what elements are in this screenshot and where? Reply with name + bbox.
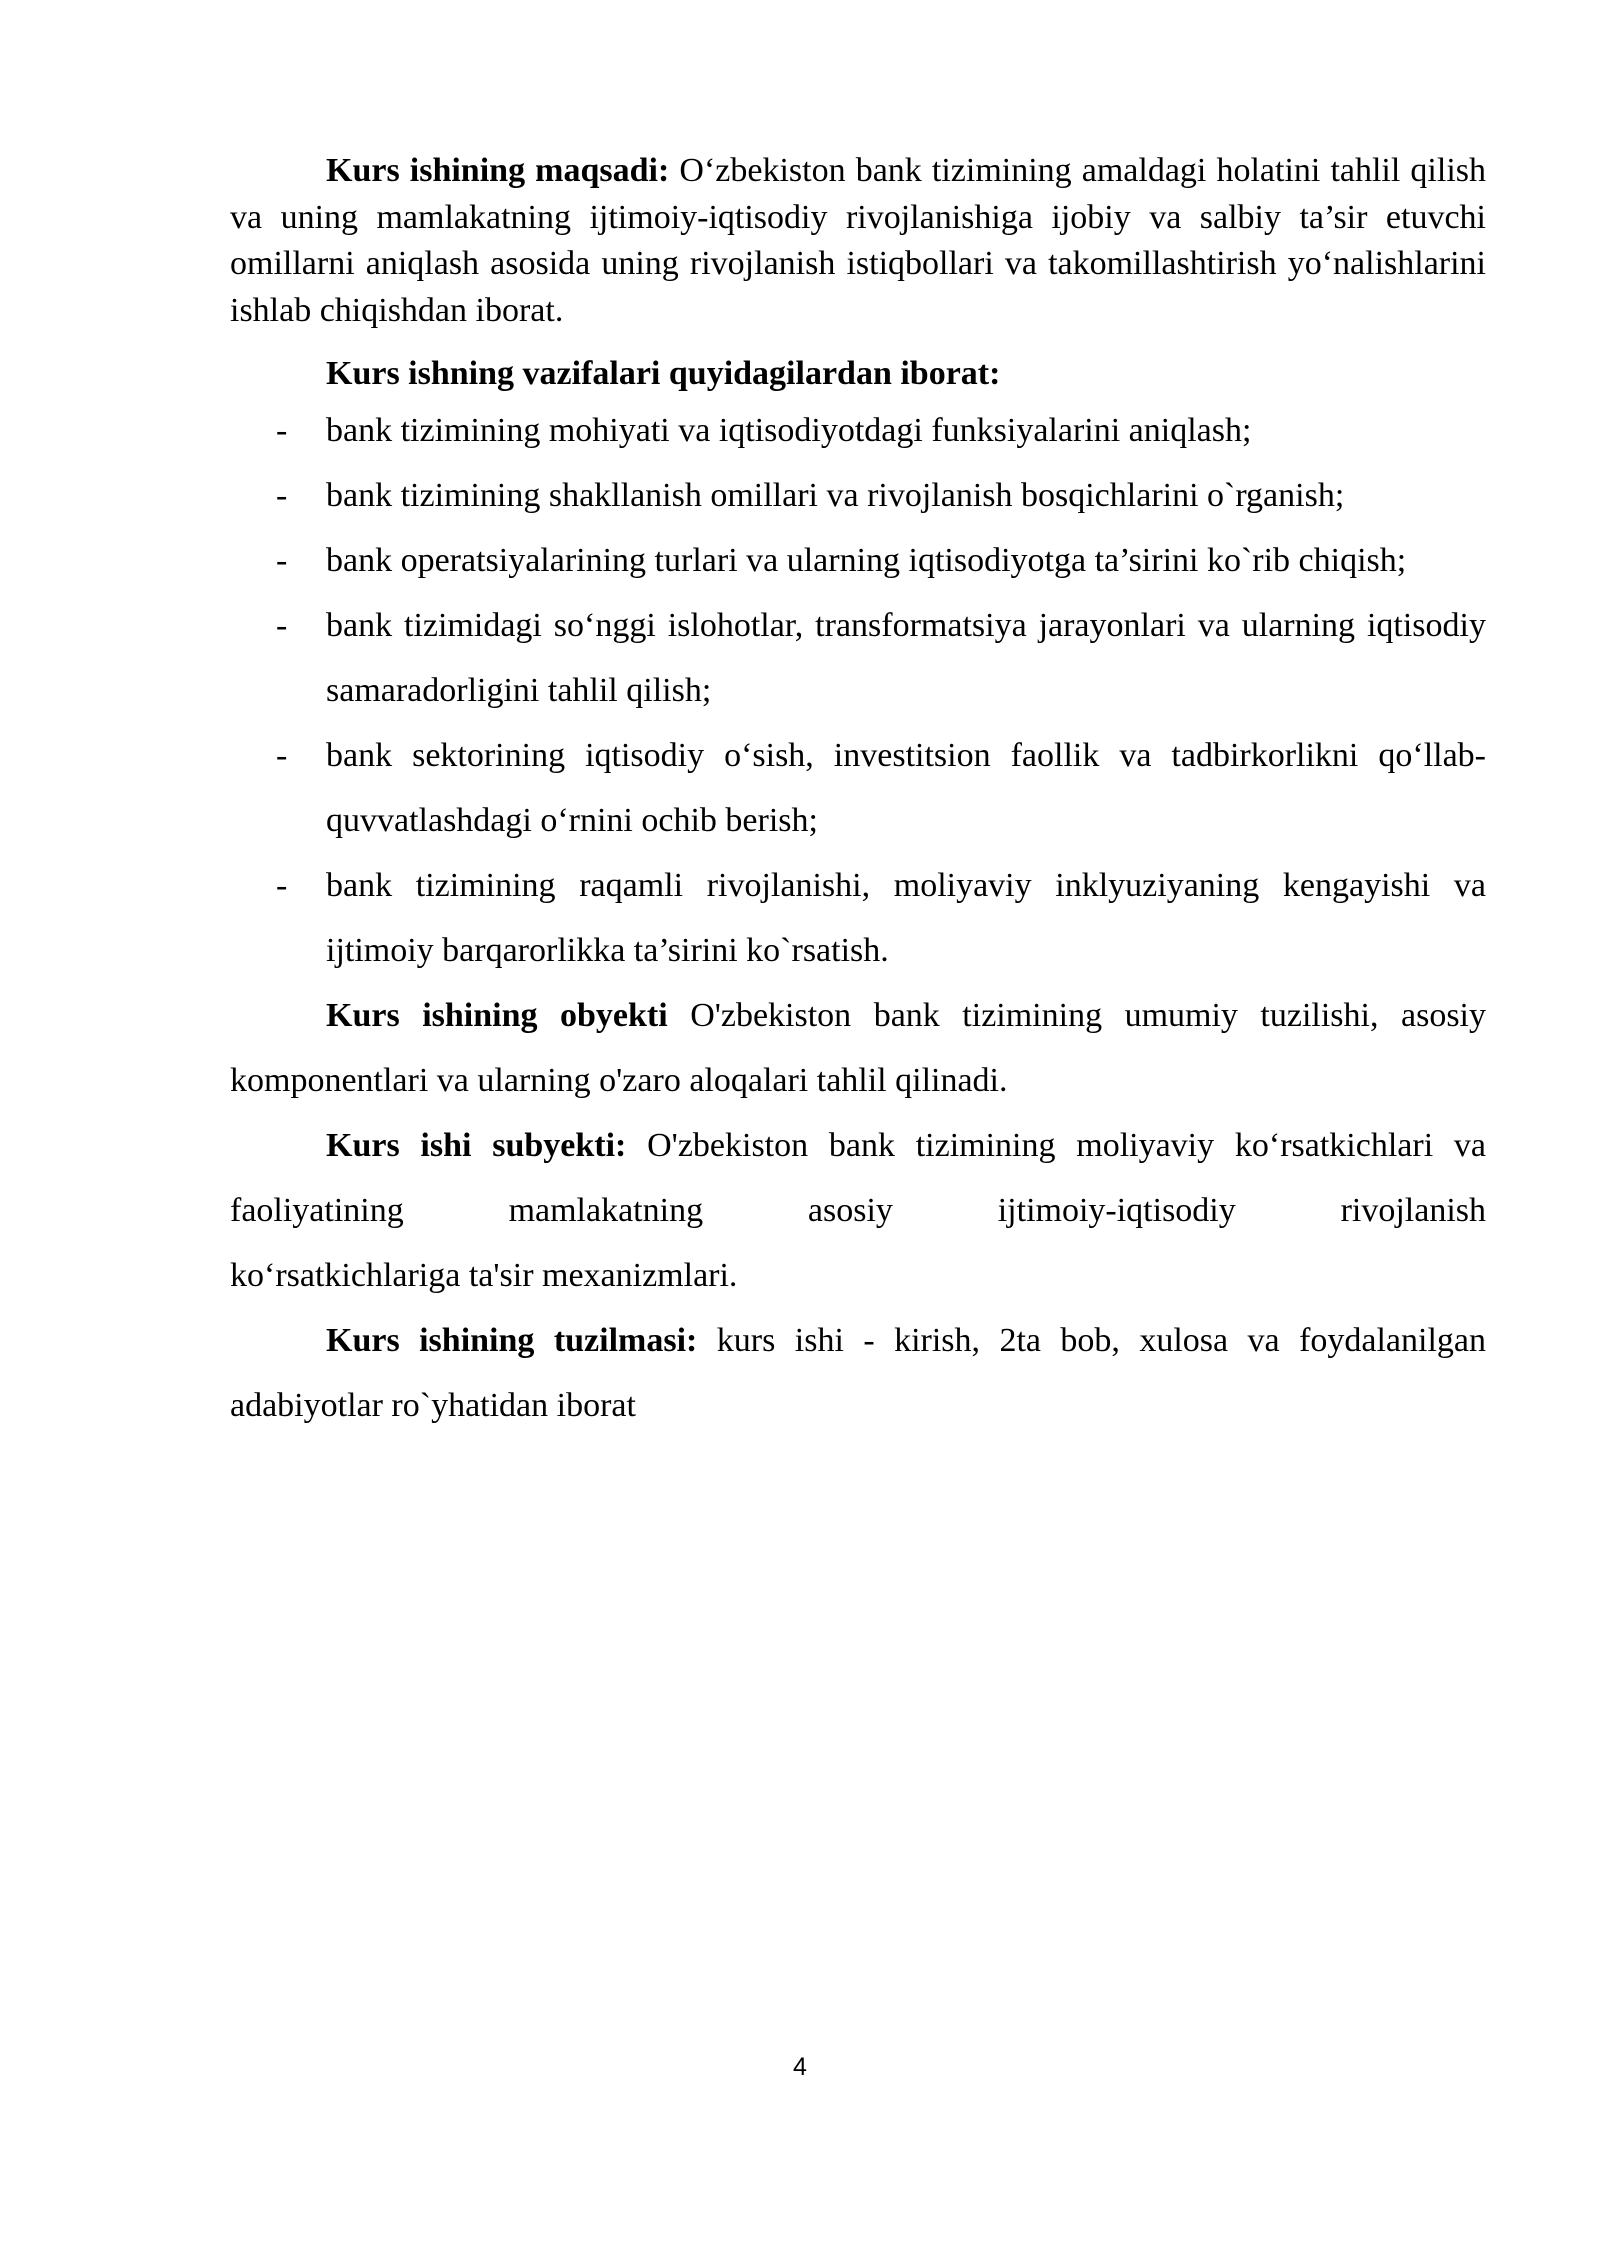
subject-text: O'zbekiston bank tizimining moliyaviy ko‘rsatkichlari va faoliyatining mamlakatning asosiy ijtimoiy-iqtisodiy rivojlanish [230, 1127, 1486, 1229]
list-bullet: - [276, 412, 288, 449]
list-item-text: bank tizimining mohiyati va iqtisodiyotdagi funksiyalarini aniqlash; [326, 412, 1252, 449]
aim-paragraph [230, 148, 1486, 334]
list-item-text: bank tizimining shakllanish omillari va rivojlanish bosqichlarini o`rganish; [326, 477, 1345, 514]
list-item-text: bank operatsiyalarining turlari va ularning iqtisodiyotga ta’sirini ko`rib chiqish; [326, 542, 1407, 579]
list-bullet: - [276, 607, 288, 644]
list-bullet: - [276, 542, 288, 579]
document-page [230, 148, 1486, 1438]
list-bullet: - [276, 737, 288, 774]
object-text: O'zbekiston bank tizimining umumiy tuzilishi, asosiy komponentlari va ularning o'zaro aloqalari tahlil qilinadi. [230, 997, 1486, 1099]
object-label: Kurs ishining obyekti [326, 997, 668, 1034]
aim-text: O‘zbekiston bank tizimining amaldagi holatini tahlil qilish va uning mamlakatning ijtimoiy-iqtisodiy rivojlanishiga ijobiy va salbiy ta’sir etuvchi omillarni aniqlash asosida uning rivojlanish istiqbollari va takomillashtirish yo‘nalishlarini ishlab chiqishdan iborat. [230, 152, 1486, 329]
list-item [230, 593, 1486, 723]
list-item [230, 528, 1486, 593]
list-item-text: bank tizimining raqamli rivojlanishi, moliyaviy inklyuziyaning kengayishi va ijtimoiy barqarorlikka ta’sirini ko`rsatish. [326, 867, 1486, 969]
tasks-heading: Kurs ishning vazifalari quyidagilardan iborat: [326, 355, 1001, 392]
list-bullet: - [276, 477, 288, 514]
page-number: 4 [793, 2053, 807, 2081]
list-bullet: - [276, 867, 288, 904]
tasks-heading-paragraph [230, 350, 1486, 398]
list-item [230, 853, 1486, 983]
subject-paragraph-end [230, 1243, 1486, 1308]
subject-paragraph [230, 1113, 1486, 1243]
list-item-text: bank tizimidagi so‘nggi islohotlar, transformatsiya jarayonlari va ularning iqtisodiy samaradorligini tahlil qilish; [326, 607, 1486, 709]
object-paragraph [230, 983, 1486, 1113]
list-item [230, 723, 1486, 853]
tasks-list [230, 398, 1486, 983]
aim-label: Kurs ishining maqsadi: [326, 152, 670, 189]
structure-paragraph [230, 1308, 1486, 1438]
list-item [230, 463, 1486, 528]
subject-text-end: ko‘rsatkichlariga ta'sir mexanizmlari. [230, 1257, 738, 1294]
structure-text: kurs ishi - kirish, 2ta bob, xulosa va foydalanilgan adabiyotlar ro`yhatidan iborat [230, 1322, 1486, 1424]
subject-label: Kurs ishi subyekti: [326, 1127, 627, 1164]
structure-label: Kurs ishining tuzilmasi: [326, 1322, 698, 1359]
list-item [230, 398, 1486, 463]
list-item-text: bank sektorining iqtisodiy o‘sish, investitsion faollik va tadbirkorlikni qo‘llab-quvvatlashdagi o‘rnini ochib berish; [326, 737, 1486, 839]
